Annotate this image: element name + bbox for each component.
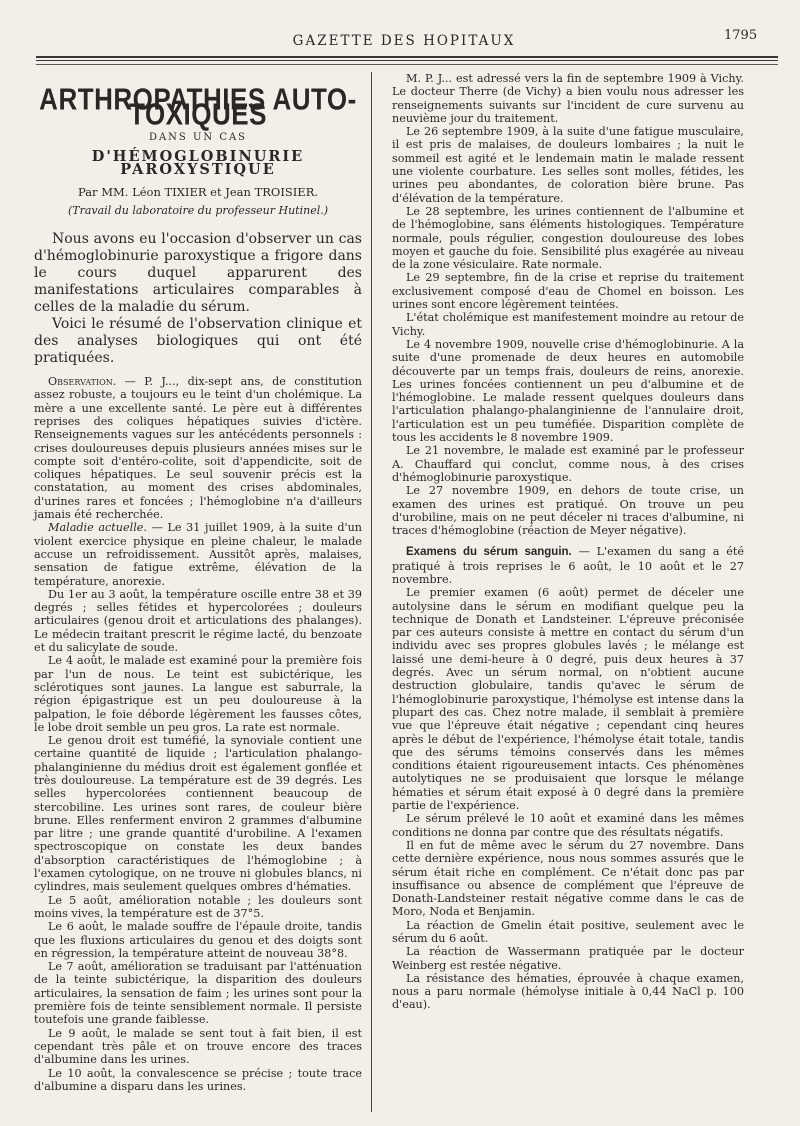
body-paragraph: Le sérum prélevé le 10 août et examiné dans les mêmes conditions ne donna par contre que des résultats négatifs. bbox=[392, 812, 744, 839]
body-paragraph: Le 5 août, amélioration notable ; les douleurs sont moins vives, la température est de 37°5. bbox=[34, 893, 362, 920]
observation-text: — P. J..., dix-sept ans, de constitution assez robuste, a toujours eu le teint d'un cholémique. La mère a une excellente santé. Le père eut à différentes reprises des coliques hépatiques suivies d'ictère. Renseignements vagues sur les antécédents personnels : crises douloureuses depuis plusieurs années mises sur le compte soit d'entéro-colite, soit d'appendicite, soit de coliques hépatiques. Le seul souvenir précis est la constatation, au moment des crises abdominales, d'urines rares et foncées ; l'hémoglobine n'a d'ailleurs jamais été recherchée. bbox=[34, 375, 362, 522]
body-paragraph: Le 27 novembre 1909, en dehors de toute crise, un examen des urines est pratiqué. On trouve un peu d'urobiline, mais on ne peut déceler ni traces d'albumine, ni traces d'hémoglobine (réaction de Meyer négative). bbox=[392, 484, 744, 538]
article-subtitle: D'HÉMOGLOBINURIE PAROXYSTIQUE bbox=[91, 147, 305, 179]
article-affiliation: (Travail du laboratoire du professeur Hutinel.) bbox=[67, 203, 329, 217]
body-paragraph: Le 21 novembre, le malade est examiné par le professeur A. Chauffard qui conclut, comme nous, à des crises d'hémoglobinurie paroxystique. bbox=[392, 444, 744, 484]
body-paragraph: Il en fut de même avec le sérum du 27 novembre. Dans cette dernière expérience, nous nous sommes assurés que le sérum était riche en complément. Ce n'était donc pas par insuffisance ou absence de complément que l'épreuve de Donath-Landsteiner restait négative comme dans le cas de Moro, Noda et Benjamin. bbox=[392, 838, 744, 919]
running-title: GAZETTE DES HOPITAUX bbox=[292, 33, 516, 49]
header-rule bbox=[36, 60, 778, 61]
header-rule bbox=[36, 56, 778, 58]
body-paragraph: Le 29 septembre, fin de la crise et reprise du traitement exclusivement composé d'eau de Chomel en boisson. Les urines sont encore légèrement teintées. bbox=[392, 271, 744, 312]
section-heading: Examens du sérum sanguin. bbox=[406, 546, 572, 559]
body-paragraph: Le 6 août, le malade souffre de l'épaule droite, tandis que les fluxions articulaires du genou et des doigts sont en régression, la température atteint de nouveau 38°8. bbox=[34, 920, 362, 960]
body-paragraph: M. P. J... est adressé vers la fin de septembre 1909 à Vichy. Le docteur Therre (de Vichy) a bien voulu nous adresser les renseignements suivants sur l'incident de cure survenu au neuvième jour du traitement. bbox=[392, 72, 744, 125]
header-rule bbox=[36, 64, 778, 65]
maladie-paragraph bbox=[34, 521, 362, 587]
section-intro-text: — L'examen du sang a été pratiqué à trois reprises le 6 août, le 10 août et le 27 novembre. bbox=[392, 545, 744, 586]
right-column bbox=[392, 72, 744, 1012]
maladie-text: — Le 31 juillet 1909, à la suite d'un violent exercice physique en pleine chaleur, le malade accuse un refroidissement. Aussitôt après, malaises, sensation de fatigue extrême, élévation de la température, anorexie. bbox=[34, 521, 362, 588]
body-paragraph: La réaction de Gmelin était positive, seulement avec le sérum du 6 août. bbox=[392, 918, 744, 945]
page-number: 1795 bbox=[724, 28, 758, 43]
body-paragraph: Le 4 novembre 1909, nouvelle crise d'hémoglobinurie. A la suite d'une promenade de deux heures en automobile découverte par un temps frais, douleurs de reins, anorexie. Les urines foncées contiennent un peu d'albumine et de l'hémoglobine. Le malade ressent quelques douleurs dans l'articulation phalango-phalanginienne de l'annulaire droit, l'articulation est un peu tuméfiée. Disparition complète de tous les accidents le 8 novembre 1909. bbox=[392, 337, 744, 445]
article-authors: Par MM. Léon TIXIER et Jean TROISIER. bbox=[77, 185, 319, 200]
body-paragraph: La résistance des hématies, éprouvée à chaque examen, nous a paru normale (hémolyse initiale à 0,44 NaCl p. 100 d'eau). bbox=[392, 971, 744, 1012]
body-paragraph: Le premier examen (6 août) permet de déceler une autolysine dans le sérum en modifiant quelque peu la technique de Donath et Landsteiner. L'épreuve préconisée par ces auteurs consiste à mettre en contact du sérum d'un individu avec ses propres globules lavés ; le mélange est laissé une demi-heure à 0 degré, puis deux heures à 37 degrés. Avec un sérum normal, on n'obtient aucune destruction globulaire, tandis qu'avec le sérum de l'hémoglobinurie paroxystique, l'hémolyse est intense dans la plupart des cas. Chez notre malade, il semblait à première vue que l'épreuve était négative ; cependant cinq heures après le début de l'expérience, l'hémolyse était totale, tandis que des sérums témoins conservés dans les mêmes conditions étaient rigoureusement intacts. Ces phénomènes autolytiques ne se produisaient que lorsque le mélange hématies et sérum était exposé à 0 degré dans la première partie de l'expérience. bbox=[392, 586, 744, 813]
article-subtitle-small: DANS UN CAS bbox=[148, 131, 248, 143]
observation-label: Observation. bbox=[48, 375, 117, 389]
body-paragraph: L'état cholémique est manifestement moindre au retour de Vichy. bbox=[392, 311, 744, 338]
body-paragraph: La réaction de Wassermann pratiquée par le docteur Weinberg est restée négative. bbox=[392, 945, 744, 972]
body-paragraph: Le 9 août, le malade se sent tout à fait bien, il est cependant très pâle et on trouve encore des traces d'albumine dans les urines. bbox=[34, 1026, 362, 1067]
body-paragraph: Le 7 août, amélioration se traduisant par l'atténuation de la teinte subictérique, la disparition des douleurs articulaires, la sensation de faim ; les urines sont pour la première fois de teinte sensiblement normale. Il persiste toutefois une grande faiblesse. bbox=[34, 960, 362, 1027]
section-paragraph bbox=[392, 545, 744, 586]
intro-paragraph: Voici le résumé de l'observation clinique et des analyses biologiques qui ont été pratiquées. bbox=[34, 316, 362, 367]
body-paragraph: Du 1er au 3 août, la température oscille entre 38 et 39 degrés ; selles fétides et hypercolorées ; douleurs articulaires (genou droit et articulations des phalanges). Le médecin traitant prescrit le régime lacté, du benzoate et du salicylate de soude. bbox=[34, 587, 362, 655]
left-column bbox=[34, 72, 362, 1093]
article-title: ARTHROPATHIES AUTO-TOXIQUES bbox=[39, 80, 357, 133]
maladie-label: Maladie actuelle. bbox=[48, 521, 147, 535]
body-paragraph: Le genou droit est tuméfié, la synoviale contient une certaine quantité de liquide ; l'articulation phalango-phalanginienne du médius droit est également gonflée et très douloureuse. La température est de 39 degrés. Les selles hypercolorées contiennent beaucoup de stercobiline. Les urines sont rares, de couleur bière brune. Elles renferment environ 2 grammes d'albumine par litre ; une grande quantité d'urobiline. A l'examen spectroscopique on constate les deux bandes d'absorption caractéristiques de l'hémoglobine ; à l'examen cytologique, on ne trouve ni globules blancs, ni cylindres, mais seulement quelques ombres d'hématies. bbox=[34, 734, 362, 894]
observation-paragraph bbox=[34, 375, 362, 521]
body-paragraph: Le 26 septembre 1909, à la suite d'une fatigue musculaire, il est pris de malaises, de douleurs lombaires ; la nuit le sommeil est agité et le lendemain matin le malade ressent une violente courbature. Les selles sont molles, fétides, les urines peu abondantes, de coloration bière brune. Pas d'élévation de la température. bbox=[392, 125, 744, 205]
column-divider bbox=[371, 72, 372, 1112]
body-paragraph: Le 4 août, le malade est examiné pour la première fois par l'un de nous. Le teint est subictérique, les sclérotiques sont jaunes. La langue est saburrale, la région épigastrique est un peu douloureuse à la palpation, le foie déborde légèrement les fausses côtes, le lobe droit semble un peu gros. La rate est normale. bbox=[34, 654, 362, 734]
intro-paragraph: Nous avons eu l'occasion d'observer un cas d'hémoglobinurie paroxystique a frigore dans le cours duquel apparurent des manifestations articulaires comparables à celles de la maladie du sérum. bbox=[34, 231, 362, 316]
body-paragraph: Le 28 septembre, les urines contiennent de l'albumine et de l'hémoglobine, sans éléments histologiques. Température normale, pouls régulier, congestion douloureuse des lobes moyen et gauche du foie. Sensibilité plus exagérée au niveau de la zone vésiculaire. Rate normale. bbox=[392, 204, 744, 272]
body-paragraph: Le 10 août, la convalescence se précise ; toute trace d'albumine a disparu dans les urines. bbox=[34, 1066, 362, 1093]
